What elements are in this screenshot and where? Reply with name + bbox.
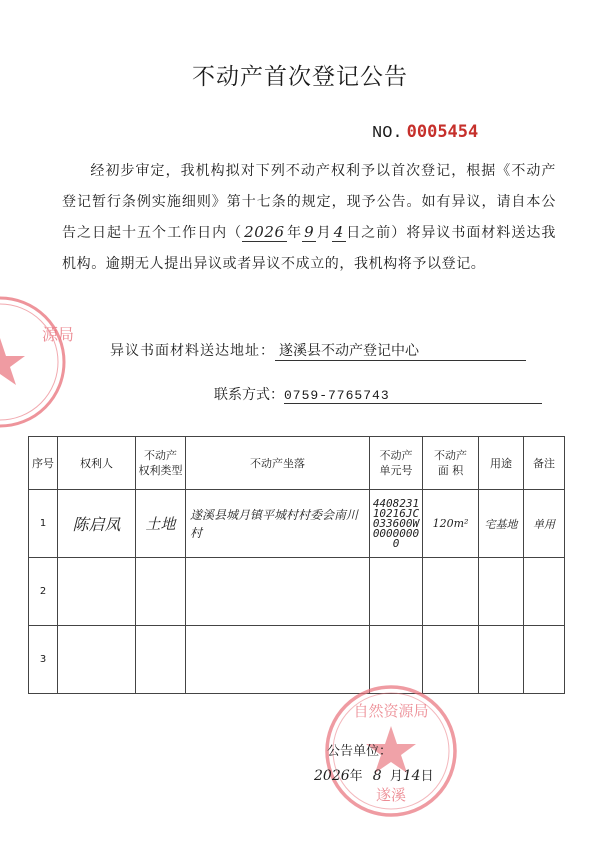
row-seq: 3 <box>29 626 58 694</box>
document-number-label: NO. <box>372 124 403 143</box>
objection-address-label: 异议书面材料送达地址： <box>110 343 275 359</box>
row-holder <box>58 558 136 626</box>
deadline-month: 9 <box>304 223 315 241</box>
property-table <box>28 436 565 694</box>
issue-month: 8 <box>372 768 382 784</box>
seal-right-top-text: 自然资源局 <box>353 702 429 720</box>
issue-year-suffix: 年 <box>349 769 363 784</box>
objection-address-row <box>110 340 556 361</box>
row-unit: 440823110216JC033600W00000000 <box>370 490 423 558</box>
header-note: 备注 <box>524 437 565 490</box>
row-note <box>524 626 565 694</box>
notice-body <box>62 156 556 279</box>
row-type: 土地 <box>136 490 186 558</box>
row-type <box>136 558 186 626</box>
issue-day: 14 <box>402 768 421 784</box>
issue-year: 2026 <box>314 768 350 784</box>
objection-address-value: 遂溪县不动产登记中心 <box>275 340 526 361</box>
issue-day-suffix: 日 <box>420 769 434 784</box>
row-seq: 2 <box>29 558 58 626</box>
document-number <box>372 122 478 143</box>
table-row <box>29 558 565 626</box>
row-unit <box>370 558 423 626</box>
row-holder: 陈启凤 <box>58 490 136 558</box>
issue-month-suffix: 月 <box>389 769 403 784</box>
deadline-year: 2026 <box>244 223 285 241</box>
header-location: 不动产坐落 <box>186 437 370 490</box>
contact-row <box>214 384 542 404</box>
header-use: 用途 <box>479 437 524 490</box>
seal-right-bottom-text: 遂溪 <box>375 786 407 804</box>
row-use: 宅基地 <box>479 490 524 558</box>
page-title: 不动产首次登记公告 <box>192 64 408 90</box>
row-location <box>186 558 370 626</box>
row-note <box>524 558 565 626</box>
row-area: 120m² <box>423 490 479 558</box>
deadline-day-suffix: 日之前） <box>345 225 407 241</box>
header-holder: 权利人 <box>58 437 136 490</box>
header-type: 不动产 权利类型 <box>136 437 186 490</box>
table-row <box>29 626 565 694</box>
contact-value: 0759-7765743 <box>284 388 542 404</box>
notice-text-b: 将异议书面材料送达我机构。逾期无人提出异议或者异议不成立的，我机构将予以登记。 <box>62 225 556 272</box>
issue-date <box>314 765 434 784</box>
row-use <box>479 626 524 694</box>
header-unit: 不动产 单元号 <box>370 437 423 490</box>
row-holder <box>58 626 136 694</box>
notice-text-a: 经初步审定，我机构拟对下列不动产权利予以首次登记，根据《不动产登记暂行条例实施细则》第十七条的规定，现予公告。如有异议，请自本公告之日起十五个工作日内（ <box>62 163 556 241</box>
issuing-unit-label: 公告单位： <box>327 744 393 759</box>
row-type <box>136 626 186 694</box>
row-location: 遂溪县城月镇平城村村委会南川村 <box>186 490 370 558</box>
row-area <box>423 558 479 626</box>
row-use <box>479 558 524 626</box>
deadline-month-suffix: 月 <box>316 225 332 241</box>
document-number-value: 0005454 <box>406 122 479 142</box>
deadline-year-suffix: 年 <box>286 225 303 241</box>
table-row <box>29 490 565 558</box>
contact-label: 联系方式： <box>214 387 284 403</box>
official-seal-left <box>0 292 75 432</box>
header-seq: 序号 <box>29 437 58 490</box>
row-seq: 1 <box>29 490 58 558</box>
header-area: 不动产 面 积 <box>423 437 479 490</box>
table-header-row <box>29 437 565 490</box>
seal-left-text: 源局 <box>42 325 75 344</box>
deadline-day: 4 <box>333 223 344 241</box>
row-note: 单用 <box>524 490 565 558</box>
